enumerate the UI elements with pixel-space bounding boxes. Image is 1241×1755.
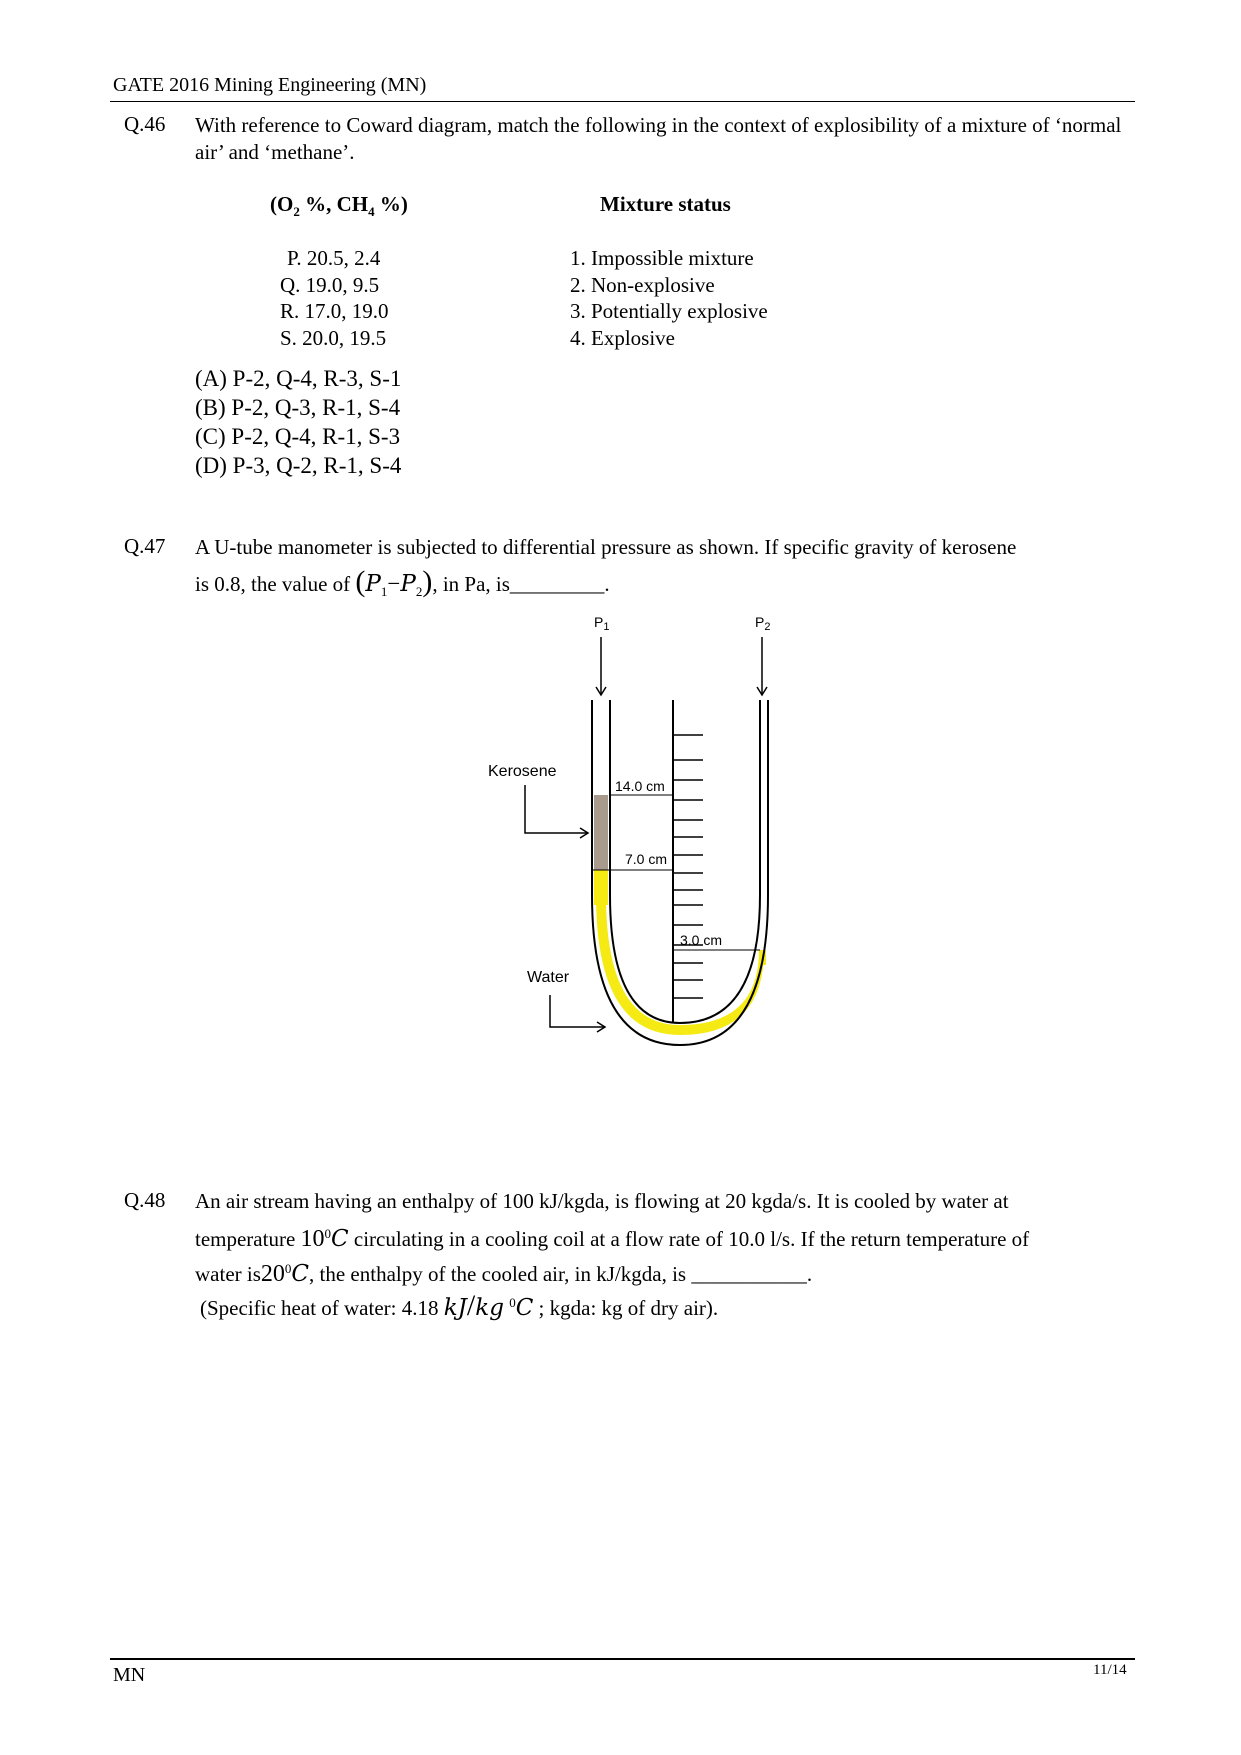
kerosene-label: Kerosene	[488, 763, 557, 780]
q48-line4: (Specific heat of water: 4.18 kJ/kg $^0$C ; kgda: kg of dry air).	[200, 1289, 719, 1322]
list-item: R. 17.0, 19.0	[280, 299, 389, 323]
list-item: P. 20.5, 2.4	[287, 246, 381, 270]
footer-rule	[110, 1658, 1135, 1660]
footer-page-number: 11/14	[1093, 1662, 1127, 1678]
option-c: (C) P-2, Q-4, R-1, S-3	[195, 424, 401, 449]
water-left-fill	[594, 870, 608, 905]
q48-line2: temperature $10^0C$ circulating in a cooling coil at a flow rate of 10.0 l/s. If the return temperature of	[195, 1226, 1030, 1252]
q46-left-list	[280, 245, 440, 351]
option-b: (B) P-2, Q-3, R-1, S-4	[195, 395, 401, 420]
q46-options	[195, 364, 401, 480]
q48-number: Q.48	[124, 1188, 166, 1212]
q47-text-line2: is 0.8, the value of $(P_1-P_2)$, in Pa, is_________.	[195, 565, 610, 600]
manometer-diagram	[470, 605, 790, 1075]
q48-line1: An air stream having an enthalpy of 100 kJ/kgda, is flowing at 20 kgda/s. It is cooled by water at	[195, 1189, 1009, 1213]
header-rule	[110, 101, 1135, 102]
list-item: 1. Impossible mixture	[570, 246, 754, 270]
list-item: Q. 19.0, 9.5	[280, 272, 380, 297]
footer-paper-code: MN	[113, 1664, 146, 1686]
p1-label: $P_1$	[594, 614, 610, 633]
kerosene-pointer	[525, 785, 588, 833]
q47-text-line1: A U-tube manometer is subjected to differential pressure as shown. If specific gravity of kerosene	[195, 535, 1017, 559]
q46-text: With reference to Coward diagram, match the following in the context of explosibility of a mixture of ‘normal air’ and ‘methane’.	[195, 113, 1122, 164]
q46-number: Q.46	[124, 112, 166, 136]
kerosene-column	[594, 795, 608, 870]
water-column	[596, 870, 764, 1035]
q46-col2-header: Mixture status	[600, 192, 731, 216]
list-item: 2. Non-explosive	[570, 272, 715, 297]
option-a: (A) P-2, Q-4, R-3, S-1	[195, 366, 402, 391]
scale-ticks	[673, 735, 703, 998]
list-item: 3. Potentially explosive	[570, 299, 768, 323]
list-item: S. 20.0, 19.5	[280, 325, 387, 350]
mark-7-label: 7.0 cm	[625, 851, 668, 867]
water-label: Water	[527, 969, 570, 986]
q48-line3: water $is20^0C$, the enthalpy of the cooled air, in kJ/kgda, is ___________.	[195, 1261, 813, 1287]
page-header-title: GATE 2016 Mining Engineering (MN)	[113, 74, 427, 96]
q47-number: Q.47	[124, 534, 166, 558]
p2-label: $P_2$	[755, 614, 771, 633]
mark-14-label: 14.0 cm	[615, 778, 665, 794]
mark-3-label: 3.0 cm	[680, 932, 723, 948]
list-item: 4. Explosive	[570, 325, 675, 350]
water-pointer	[550, 995, 605, 1027]
option-d: (D) P-3, Q-2, R-1, S-4	[195, 453, 402, 478]
q46-col1-header: ($O_2$ %, $CH_4$ %)	[270, 192, 408, 220]
q46-right-list	[570, 245, 870, 351]
